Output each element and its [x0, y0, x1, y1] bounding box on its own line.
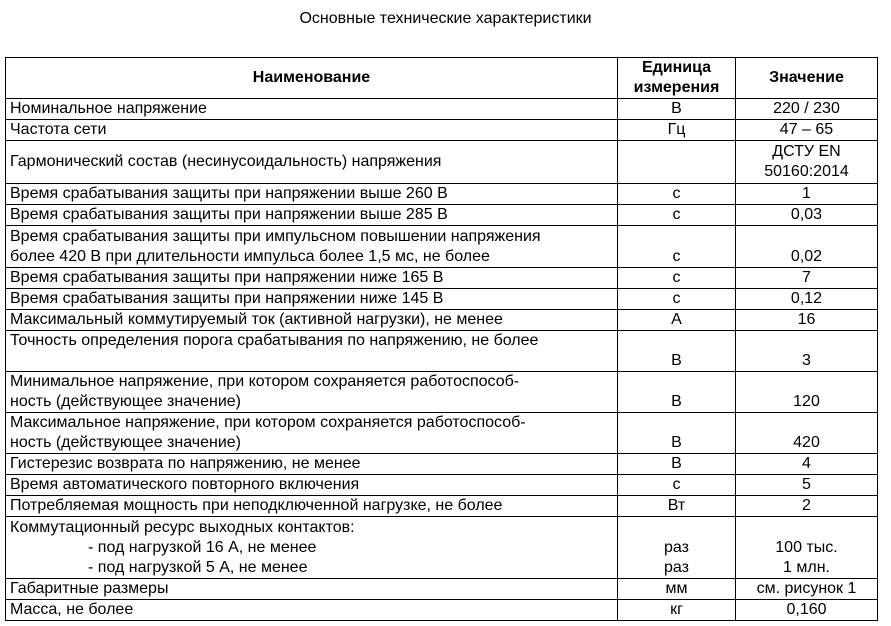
row-value-line3: 1 млн. — [783, 559, 830, 576]
header-unit-line1: Единица — [641, 59, 712, 76]
row-unit-line3: раз — [664, 559, 689, 576]
row-value: см. рисунок 1 — [736, 579, 878, 600]
spec-table — [5, 57, 878, 621]
row-unit — [618, 141, 736, 184]
row-unit: с — [618, 226, 736, 268]
row-name-line1: Минимальное напряжение, при котором сохраняется работоспособ- — [10, 373, 520, 390]
row-name — [6, 413, 618, 454]
table-row — [6, 413, 878, 454]
row-value — [736, 517, 878, 579]
row-name-line1: Коммутационный ресурс выходных контактов: — [10, 519, 355, 536]
row-name — [6, 517, 618, 579]
row-name: Время срабатывания защиты при напряжении выше 285 В — [6, 205, 618, 226]
header-unit-line2: измерения — [633, 79, 720, 96]
row-unit: В — [618, 413, 736, 454]
row-unit: В — [618, 454, 736, 475]
row-value: 120 — [736, 372, 878, 413]
row-name: Потребляемая мощность при неподключенной нагрузке, не более — [6, 496, 618, 517]
row-unit: с — [618, 268, 736, 289]
row-unit: А — [618, 310, 736, 331]
row-value: 47 – 65 — [736, 120, 878, 141]
table-row — [6, 579, 878, 600]
table-row — [6, 372, 878, 413]
table-row — [6, 517, 878, 579]
row-name-line2: ность (действующее значение) — [10, 434, 241, 451]
row-unit: кг — [618, 600, 736, 621]
row-value — [736, 141, 878, 184]
table-row — [6, 268, 878, 289]
row-value: 16 — [736, 310, 878, 331]
page-title: Основные технические характеристики — [299, 10, 592, 27]
row-name: Время срабатывания защиты при напряжении ниже 145 В — [6, 289, 618, 310]
row-name: Максимальный коммутируемый ток (активной нагрузки), не менее — [6, 310, 618, 331]
row-unit: с — [618, 475, 736, 496]
row-unit: Гц — [618, 120, 736, 141]
row-unit: с — [618, 289, 736, 310]
row-value: 420 — [736, 413, 878, 454]
row-value: 0,02 — [736, 226, 878, 268]
table-row — [6, 120, 878, 141]
header-unit — [618, 58, 736, 99]
row-name: Точность определения порога срабатывания по напряжению, не более — [6, 331, 618, 372]
table-row — [6, 205, 878, 226]
row-name: Масса, не более — [6, 600, 618, 621]
row-name-line1: Максимальное напряжение, при котором сохраняется работоспособ- — [10, 414, 526, 431]
table-row — [6, 141, 878, 184]
row-value-line2: 100 тыс. — [775, 539, 838, 556]
table-row — [6, 475, 878, 496]
row-value: 1 — [736, 184, 878, 205]
row-name — [6, 226, 618, 268]
row-value: 7 — [736, 268, 878, 289]
row-value-line2: 50160:2014 — [764, 163, 849, 180]
row-value: 4 — [736, 454, 878, 475]
row-value: 0,12 — [736, 289, 878, 310]
row-value-line1: ДСТУ EN — [772, 143, 841, 160]
row-unit-line2: раз — [664, 539, 689, 556]
header-name: Наименование — [6, 58, 618, 99]
table-header-row — [6, 58, 878, 99]
row-name-line2: ность (действующее значение) — [10, 393, 241, 410]
table-row — [6, 331, 878, 372]
table-row — [6, 310, 878, 331]
table-row — [6, 454, 878, 475]
row-value: 0,03 — [736, 205, 878, 226]
table-row — [6, 600, 878, 621]
row-name: Время срабатывания защиты при напряжении ниже 165 В — [6, 268, 618, 289]
table-row — [6, 289, 878, 310]
row-unit: В — [618, 331, 736, 372]
row-name: Гармонический состав (несинусоидальность) напряжения — [6, 141, 618, 184]
table-row — [6, 184, 878, 205]
row-name: Время срабатывания защиты при напряжении выше 260 В — [6, 184, 618, 205]
row-value: 3 — [736, 331, 878, 372]
row-unit: с — [618, 184, 736, 205]
row-value: 0,160 — [736, 600, 878, 621]
row-unit — [618, 517, 736, 579]
row-unit: В — [618, 99, 736, 120]
table-row — [6, 226, 878, 268]
table-row — [6, 99, 878, 120]
row-name: Частота сети — [6, 120, 618, 141]
row-unit: с — [618, 205, 736, 226]
header-value: Значение — [736, 58, 878, 99]
row-name-line1: Время срабатывания защиты при импульсном повышении напряжения — [10, 228, 541, 245]
row-name-line3: - под нагрузкой 5 А, не менее — [88, 559, 308, 576]
row-name — [6, 372, 618, 413]
row-unit: мм — [618, 579, 736, 600]
table-row — [6, 496, 878, 517]
row-name-line2: - под нагрузкой 16 А, не менее — [88, 539, 317, 556]
row-unit: В — [618, 372, 736, 413]
row-name: Габаритные размеры — [6, 579, 618, 600]
row-value: 220 / 230 — [736, 99, 878, 120]
row-value: 2 — [736, 496, 878, 517]
row-value: 5 — [736, 475, 878, 496]
row-name-line2: более 420 В при длительности импульса более 1,5 мс, не более — [10, 248, 490, 265]
row-name: Номинальное напряжение — [6, 99, 618, 120]
row-unit: Вт — [618, 496, 736, 517]
row-name: Время автоматического повторного включения — [6, 475, 618, 496]
row-name: Гистерезис возврата по напряжению, не менее — [6, 454, 618, 475]
